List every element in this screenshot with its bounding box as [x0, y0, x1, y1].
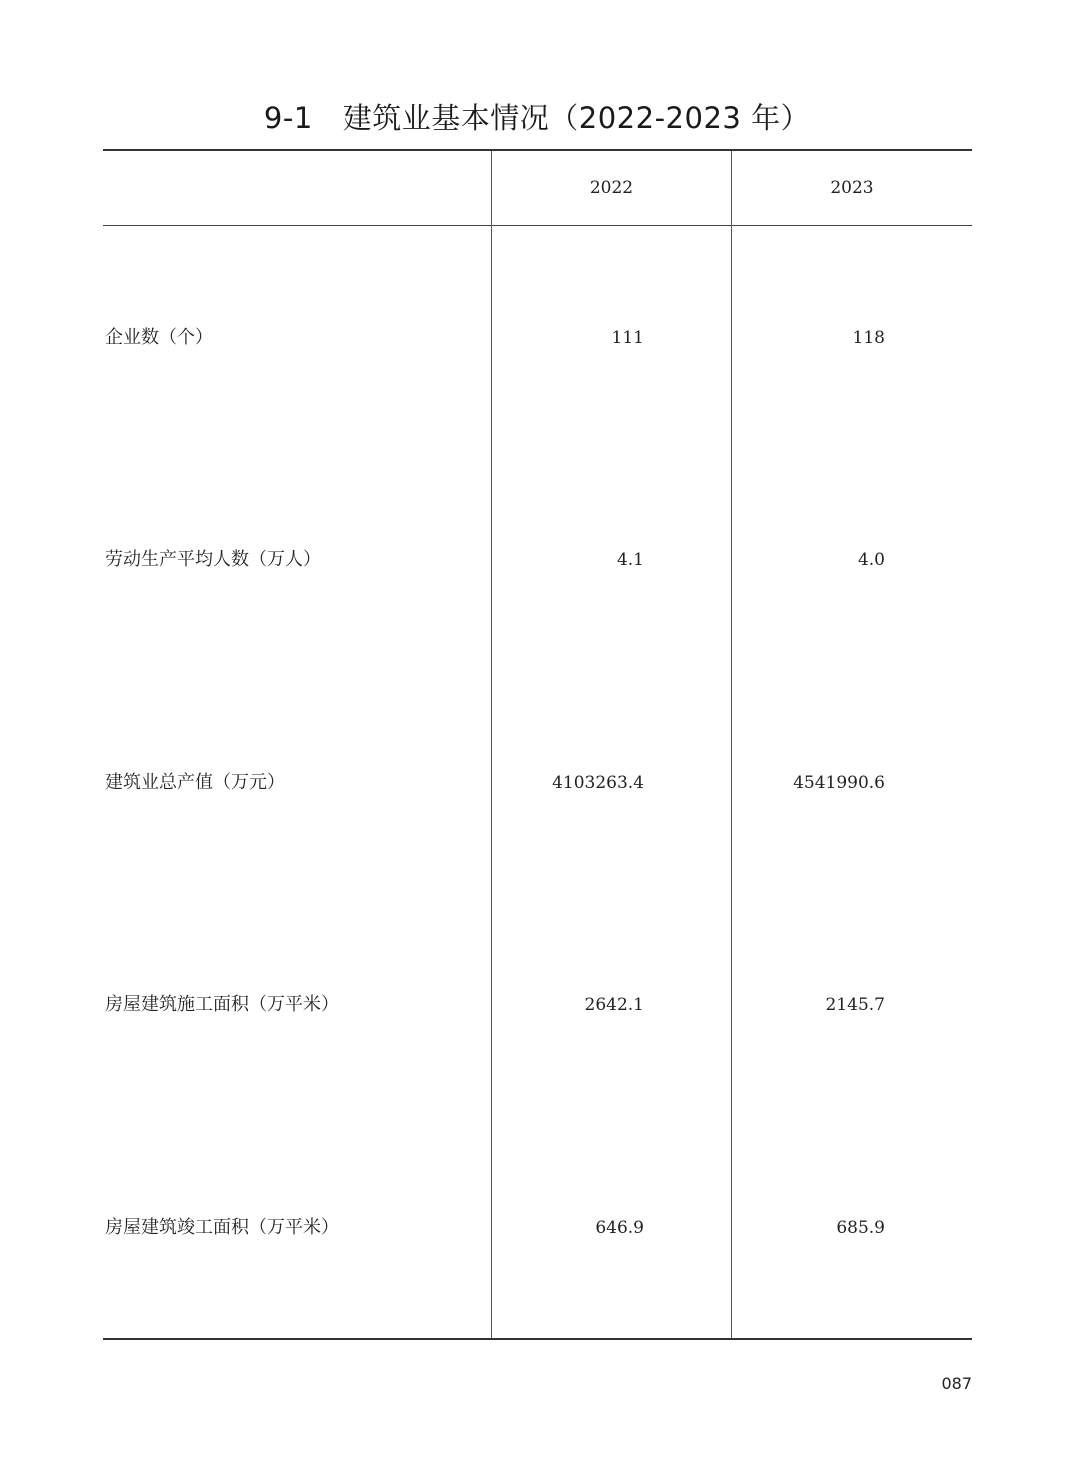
- table-bottom-rule: [103, 1338, 972, 1340]
- cell-value: 685.9: [836, 1218, 885, 1238]
- table-number: 9-1: [263, 101, 313, 135]
- row-label: 劳动生产平均人数（万人）: [105, 549, 321, 570]
- table-row: [103, 323, 972, 353]
- table-row: [103, 1213, 972, 1243]
- cell-value: 118: [852, 328, 885, 348]
- statistics-table: [103, 149, 972, 1341]
- table-row: [103, 545, 972, 575]
- row-label: 建筑业总产值（万元）: [105, 772, 285, 793]
- table-title: 建筑业基本情况（2022-2023 年）: [342, 101, 811, 135]
- cell-value: 2145.7: [825, 995, 885, 1015]
- cell-value: 4103263.4: [552, 773, 644, 793]
- column-header-2022: 2022: [589, 178, 634, 198]
- table-row: [103, 990, 972, 1020]
- cell-value: 646.9: [595, 1218, 644, 1238]
- column-header-2023: 2023: [830, 178, 874, 198]
- cell-value: 111: [611, 328, 644, 348]
- row-label: 企业数（个）: [105, 327, 213, 348]
- table-header-rule: [103, 225, 972, 226]
- page-number: 087: [941, 1374, 972, 1393]
- row-label: 房屋建筑竣工面积（万平米）: [105, 1217, 339, 1238]
- table-row: [103, 768, 972, 798]
- page-title: [0, 96, 1074, 137]
- cell-value: 4.1: [616, 550, 644, 570]
- cell-value: 2642.1: [584, 995, 644, 1015]
- cell-value: 4541990.6: [793, 773, 885, 793]
- cell-value: 4.0: [857, 550, 885, 570]
- row-label: 房屋建筑施工面积（万平米）: [105, 994, 339, 1015]
